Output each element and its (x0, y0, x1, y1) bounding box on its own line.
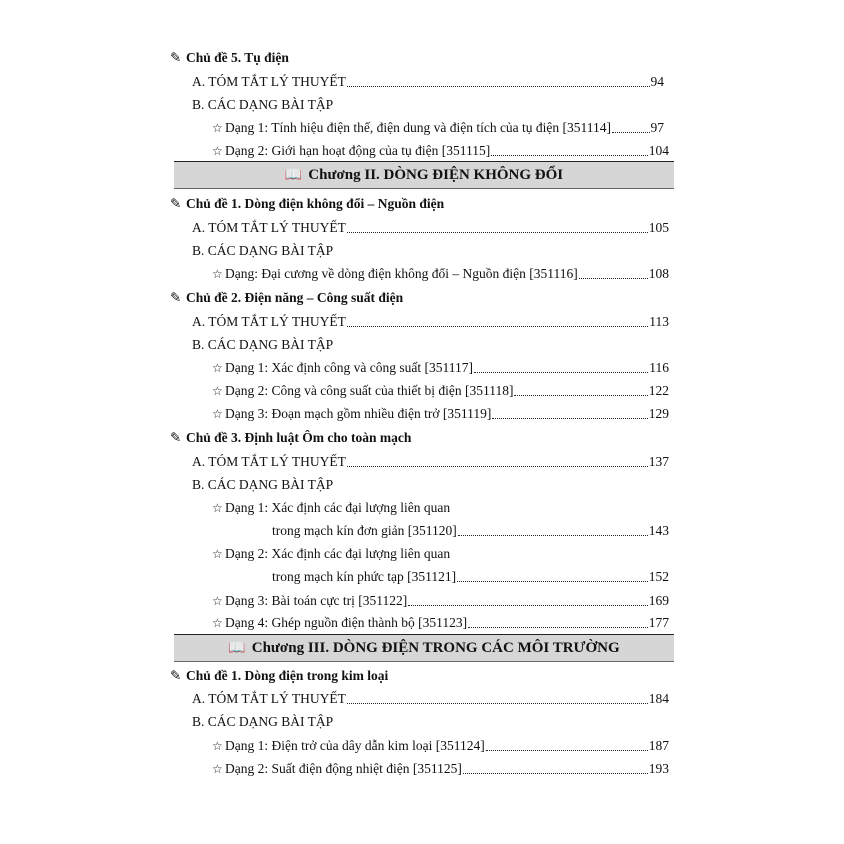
toc-entry[interactable]: ☆ Dạng 3: Đoạn mạch gồm nhiều điện trở [351119] 129 (212, 406, 669, 421)
toc-entry[interactable]: ☆ Dạng 2: Giới hạn hoạt động của tụ điện [351115] 104 (212, 143, 669, 158)
star-icon: ☆ (212, 739, 223, 753)
star-icon: ☆ (212, 267, 223, 281)
book-icon: 📖 (284, 167, 303, 183)
page-number: 177 (648, 615, 669, 630)
toc-entry-line1: ☆ Dạng 2: Xác định các đại lượng liên quan (212, 546, 451, 561)
pen-icon: ✎ (170, 430, 182, 445)
page-number: 104 (648, 143, 669, 158)
book-icon: 📖 (228, 640, 246, 656)
pen-icon: ✎ (170, 290, 182, 305)
section-label: B. CÁC DẠNG BÀI TẬP (192, 243, 334, 258)
pen-icon: ✎ (170, 50, 182, 65)
page-number: 169 (648, 593, 669, 608)
star-icon: ☆ (212, 762, 223, 776)
chapter-heading: 📖 Chương II. DÒNG ĐIỆN KHÔNG ĐỔI (174, 161, 674, 189)
section-label: B. CÁC DẠNG BÀI TẬP (192, 97, 334, 112)
toc-entry[interactable]: ☆ Dạng 4: Ghép nguồn điện thành bộ [351123] 177 (212, 615, 669, 630)
toc-entry-line1: ☆ Dạng 1: Xác định các đại lượng liên quan (212, 500, 451, 515)
pen-icon: ✎ (170, 196, 182, 211)
page-number: 94 (650, 74, 664, 89)
toc-entry[interactable]: A. TÓM TẮT LÝ THUYẾT 137 (192, 454, 669, 469)
page-number: 193 (648, 761, 669, 776)
page-number: 152 (648, 569, 669, 584)
chapter-heading: 📖 Chương III. DÒNG ĐIỆN TRONG CÁC MÔI TRƯỜNG (174, 634, 674, 662)
star-icon: ☆ (212, 384, 223, 398)
page-number: 143 (648, 523, 669, 538)
star-icon: ☆ (212, 361, 223, 375)
page-number: 184 (648, 691, 669, 706)
toc-entry[interactable]: ☆ Dạng 1: Tính hiệu điện thế, điện dung và điện tích của tụ điện [351114] 97 (212, 120, 664, 135)
toc-entry[interactable]: A. TÓM TẮT LÝ THUYẾT 105 (192, 220, 669, 235)
toc-entry[interactable]: ☆ Dạng 1: Điện trở của dây dẫn kim loại [351124] 187 (212, 738, 669, 753)
star-icon: ☆ (212, 594, 223, 608)
topic-heading: ✎ Chủ đề 3. Định luật Ôm cho toàn mạch (170, 430, 412, 445)
toc-entry[interactable]: A. TÓM TẮT LÝ THUYẾT 184 (192, 691, 669, 706)
pen-icon: ✎ (170, 668, 182, 683)
topic-heading: ✎ Chủ đề 5. Tụ điện (170, 50, 289, 65)
star-icon: ☆ (212, 407, 223, 421)
page-number: 122 (648, 383, 669, 398)
topic-heading: ✎ Chủ đề 2. Điện năng – Công suất điện (170, 290, 404, 305)
toc-entry[interactable]: trong mạch kín đơn giản [351120] 143 (272, 523, 669, 538)
star-icon: ☆ (212, 501, 223, 515)
toc-entry[interactable]: ☆ Dạng: Đại cương về dòng điện không đổi – Nguồn điện [351116] 108 (212, 266, 669, 281)
toc-entry[interactable]: trong mạch kín phức tạp [351121] 152 (272, 569, 669, 584)
page-number: 97 (650, 120, 664, 135)
page-number: 137 (648, 454, 669, 469)
page-number: 113 (649, 314, 669, 329)
toc-entry[interactable]: A. TÓM TẮT LÝ THUYẾT 113 (192, 314, 669, 329)
toc-entry[interactable]: ☆ Dạng 2: Suất điện động nhiệt điện [351125] 193 (212, 761, 669, 776)
section-label: B. CÁC DẠNG BÀI TẬP (192, 714, 334, 729)
section-label: B. CÁC DẠNG BÀI TẬP (192, 337, 334, 352)
toc-entry[interactable]: ☆ Dạng 2: Công và công suất của thiết bị điện [351118] 122 (212, 383, 669, 398)
section-label: B. CÁC DẠNG BÀI TẬP (192, 477, 334, 492)
toc-entry[interactable]: ☆ Dạng 3: Bài toán cực trị [351122] 169 (212, 593, 669, 608)
page-number: 129 (648, 406, 669, 421)
star-icon: ☆ (212, 616, 223, 630)
page-number: 116 (649, 360, 669, 375)
star-icon: ☆ (212, 144, 223, 158)
toc-entry[interactable]: ☆ Dạng 1: Xác định công và công suất [351117] 116 (212, 360, 669, 375)
page-number: 108 (648, 266, 669, 281)
toc-entry[interactable]: A. TÓM TẮT LÝ THUYẾT 94 (192, 74, 664, 89)
star-icon: ☆ (212, 121, 223, 135)
topic-heading: ✎ Chủ đề 1. Dòng điện trong kim loại (170, 668, 389, 683)
page-number: 105 (648, 220, 669, 235)
page-number: 187 (648, 738, 669, 753)
star-icon: ☆ (212, 547, 223, 561)
topic-heading: ✎ Chủ đề 1. Dòng điện không đổi – Nguồn điện (170, 196, 445, 211)
